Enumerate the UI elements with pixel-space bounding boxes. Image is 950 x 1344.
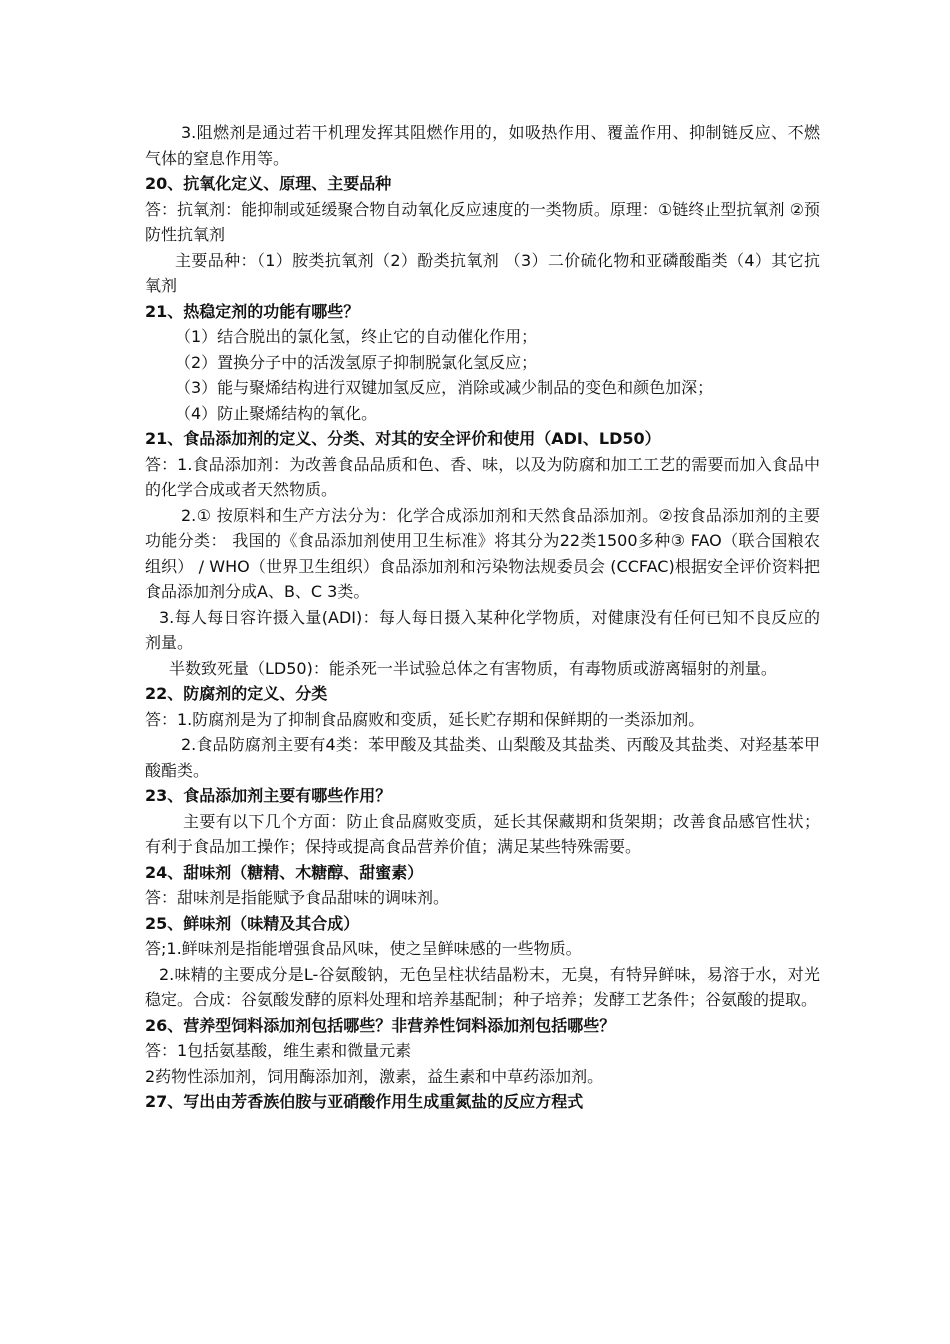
- list-item: （3）能与聚烯结构进行双键加氢反应，消除或减少制品的变色和颜色加深；: [175, 378, 714, 397]
- section-heading: 27、写出由芳香族伯胺与亚硝酸作用生成重氮盐的反应方程式: [145, 1092, 584, 1111]
- paragraph: 答：1.食品添加剂：为改善食品品质和色、香、味，以及为防腐和加工工艺的需要而加入食品中的化学合成或者天然物质。: [145, 454, 820, 499]
- paragraph: 答：1.防腐剂是为了抑制食品腐败和变质，延长贮存期和保鲜期的一类添加剂。: [145, 709, 705, 729]
- paragraph: 2.味精的主要成分是L-谷氨酸钠，无色呈柱状结晶粉末，无臭，有特异鲜味，易溶于水，对光稳定。合成：谷氨酸发酵的原料处理和培养基配制；种子培养；发酵工艺条件；谷氨酸的提取。: [145, 964, 820, 1009]
- section-heading: 24、甜味剂（糖精、木糖醇、甜蜜素）: [145, 862, 424, 882]
- section-heading: 21、食品添加剂的定义、分类、对其的安全评价和使用（ADI、LD50）: [145, 429, 661, 448]
- section-heading: 25、鲜味剂（味精及其合成）: [145, 913, 360, 933]
- paragraph: 主要有以下几个方面：防止食品腐败变质，延长其保藏期和货架期；改善食品感官性状；有利于食品加工操作；保持或提高食品营养价值；满足某些特殊需要。: [145, 811, 820, 856]
- paragraph: 答：1包括氨基酸，维生素和微量元素: [145, 1041, 412, 1060]
- paragraph: 答：抗氧剂：能抑制或延缓聚合物自动氧化反应速度的一类物质。原理：①链终止型抗氧剂 ②预防性抗氧剂: [145, 199, 820, 244]
- list-item: （4）防止聚烯结构的氧化。: [175, 403, 378, 423]
- paragraph: 3.阻燃剂是通过若干机理发挥其阻燃作用的，如吸热作用、覆盖作用、抑制链反应、不燃气体的窒息作用等。: [145, 123, 820, 168]
- paragraph: 2药物性添加剂，饲用酶添加剂，激素，益生素和中草药添加剂。: [145, 1066, 604, 1086]
- paragraph: 3.每人每日容许摄入量(ADI)：每人每日摄入某种化学物质，对健康没有任何已知不良反应的剂量。: [145, 607, 820, 652]
- section-heading: 26、营养型饲料添加剂包括哪些？非营养性饲料添加剂包括哪些？: [145, 1015, 616, 1035]
- paragraph: 答：甜味剂是指能赋予食品甜味的调味剂。: [145, 888, 450, 907]
- paragraph: 2.① 按原料和生产方法分为：化学合成添加剂和天然食品添加剂。②按食品添加剂的主要功能分类： 我国的《食品添加剂使用卫生标准》将其分为22类1500多种③ FAO（联合国粮农组织） / WHO（世界卫生组织）食品添加剂和污染物法规委员会 (CCFAC)根据安全评价资料把食品添加剂分成A、B、C 3类。: [145, 505, 820, 601]
- paragraph: 主要品种：（1）胺类抗氧剂（2）酚类抗氧剂 （3）二价硫化物和亚磷酸酯类（4）其它抗氧剂: [145, 250, 820, 295]
- paragraph: 2.食品防腐剂主要有4类：苯甲酸及其盐类、山梨酸及其盐类、丙酸及其盐类、对羟基苯甲酸酯类。: [145, 735, 820, 780]
- list-item: （1）结合脱出的氯化氢，终止它的自动催化作用；: [175, 327, 538, 346]
- section-heading: 22、防腐剂的定义、分类: [145, 684, 328, 703]
- list-item: （2）置换分子中的活泼氢原子抑制脱氯化氢反应；: [175, 352, 538, 372]
- document-body: [145, 120, 820, 1115]
- paragraph: 半数致死量（LD50)：能杀死一半试验总体之有害物质，有毒物质或游离辐射的剂量。: [169, 658, 777, 678]
- section-heading: 23、食品添加剂主要有哪些作用？: [145, 786, 392, 805]
- section-heading: 20、抗氧化定义、原理、主要品种: [145, 174, 392, 193]
- paragraph: 答;1.鲜味剂是指能增强食品风味，使之呈鲜味感的一些物质。: [145, 939, 582, 958]
- section-heading: 21、热稳定剂的功能有哪些？: [145, 301, 360, 321]
